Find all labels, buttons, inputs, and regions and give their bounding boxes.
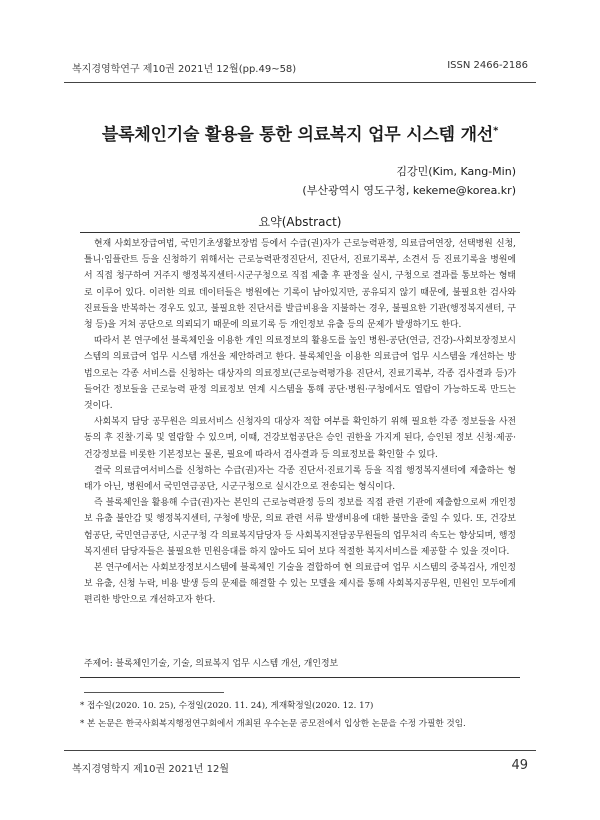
journal-citation: 복지경영학연구 제10권 2021년 12월(pp.49~58) — [72, 64, 297, 75]
issn: ISSN 2466-2186 — [447, 60, 528, 71]
footer-rule — [64, 750, 536, 751]
paper-title: 블록체인기술 활용을 통한 의료복지 업무 시스템 개선* — [101, 125, 499, 145]
abstract-paragraph: 현재 사회보장급여법, 국민기초생활보장법 등에서 수급(권)자가 근로능력판정, 의료급여연장, 선택병원 신청, 틀니·임플란트 등을 신청하기 위해서는 근로능력판정진단서, 진단서, 진료기록부, 소견서 등 진료기록을 병원에서 직접 청구하여 거주지 행정복지센터·시군구청으로 직접 제출 후 판정을 실시, 구청으로 결과를 통보하는 형태로 이루어 있다. 이러한 의료 데이터들은 병원에는 기록이 남아있지만, 공유되지 않기 때문에, 불필요한 검사와 진료들을 반복하는 경우도 있고, 불필요한 진단서를 발급비용을 지불하는 경우, 불필요한 기관(행정복지센터, 구청 등)을 거쳐 공단으로 의뢰되기 때문에 의료기록 등 개인정보 유출 등의 문제가 발생하기도 한다. — [84, 239, 516, 331]
abstract-paragraph: 즉 블록체인을 활용해 수급(권)자는 본인의 근로능력판정 등의 정보를 직접 관련 기관에 제출함으로써 개인정보 유출 불안감 및 행정복지센터, 구청에 방문, 의료 관련 서류 발생비용에 대한 불만을 줄일 수 있다. 또, 건강보험공단, 국민연금공단, 시군구청 각 의료복지담당자 등 사회복지전담공무원들의 업무처리 속도는 향상되며, 행정복지센터 담당자들은 불필요한 민원응대를 하지 않아도 되어 보다 적절한 복지서비스를 제공할 수 있을 것이다. — [84, 498, 516, 557]
header-rule — [64, 82, 536, 83]
page-footer — [72, 760, 528, 775]
title-footnote-mark: * — [493, 125, 499, 137]
abstract-paragraph: 따라서 본 연구에선 블록체인을 이용한 개인 의료정보의 활용도를 높인 병원-공단(연금, 건강)-사회보장정보시스템의 의료급여 업무 시스템 개선을 제안하려고 한다. 블록체인을 이용한 의료급여 업무 시스템을 개선하는 방법으로는 각종 서비스를 신청하는 대상자의 의료정보(근로능력평가용 진단서, 진료기록부, 각종 검사결과 등)가 들어간 정보들을 근로능력 판정 의료정보 연계 시스템을 통해 공단·병원·구청에서도 열람이 가능하도록 만드는 것이다. — [84, 336, 516, 412]
keywords: 주제어: 블록체인기술, 기술, 의료복지 업무 시스템 개선, 개인정보 — [84, 659, 339, 669]
page-number: 49 — [511, 758, 528, 773]
author: 김강민(Kim, Kang-Min) — [396, 165, 516, 178]
footer-journal: 복지경영학지 제10권 2021년 12월 — [72, 764, 230, 775]
footnote-note: * 본 논문은 한국사회복지행정연구회에서 개최된 우수논문 공모전에서 입상한 논문을 수정 가필한 것임. — [80, 719, 466, 729]
affiliation: (부산광역시 영도구청, kekeme@korea.kr) — [302, 184, 516, 197]
abstract-paragraph: 사회복지 담당 공무원은 의료서비스 신청자의 대상자 적합 여부를 확인하기 위해 필요한 각종 정보들을 사전동의 후 진찰·기록 및 열람할 수 있으며, 이때, 건강보험공단은 승인 권한을 가지게 된다, 승인된 정보 신청·제공· 건강정보를 비롯한 기본정보는 물론, 필요에 따라서 검사결과 등 의료정보를 확인할 수 있다. — [84, 417, 516, 460]
abstract-paragraph: 본 연구에서는 사회보장정보시스템에 블록체인 기술을 결합하여 현 의료급여 업무 시스템의 중복검사, 개인정보 유출, 신청 누락, 비용 발생 등의 문제를 해결할 수 있는 모델을 제시를 통해 사회복지공무원, 민원인 모두에게 편리한 방안으로 개선하고자 한다. — [84, 563, 516, 606]
footnote-dates: * 접수일(2020. 10. 25), 수정일(2020. 11. 24), 게재확정일(2020. 12. 17) — [80, 701, 374, 711]
abstract-top-rule — [80, 232, 520, 233]
abstract-heading: 요약(Abstract) — [258, 215, 342, 229]
running-header — [72, 60, 528, 76]
footnote-rule — [84, 692, 224, 693]
abstract-bottom-rule — [80, 677, 520, 678]
abstract-paragraph: 결국 의료급여서비스를 신청하는 수급(권)자는 각종 진단서·진료기록 등을 직접 행정복지센터에 제출하는 형태가 아닌, 병원에서 국민연금공단, 시군구청으로 실시간으로 전송되는 형식이다. — [84, 465, 516, 493]
abstract-body — [84, 236, 516, 609]
